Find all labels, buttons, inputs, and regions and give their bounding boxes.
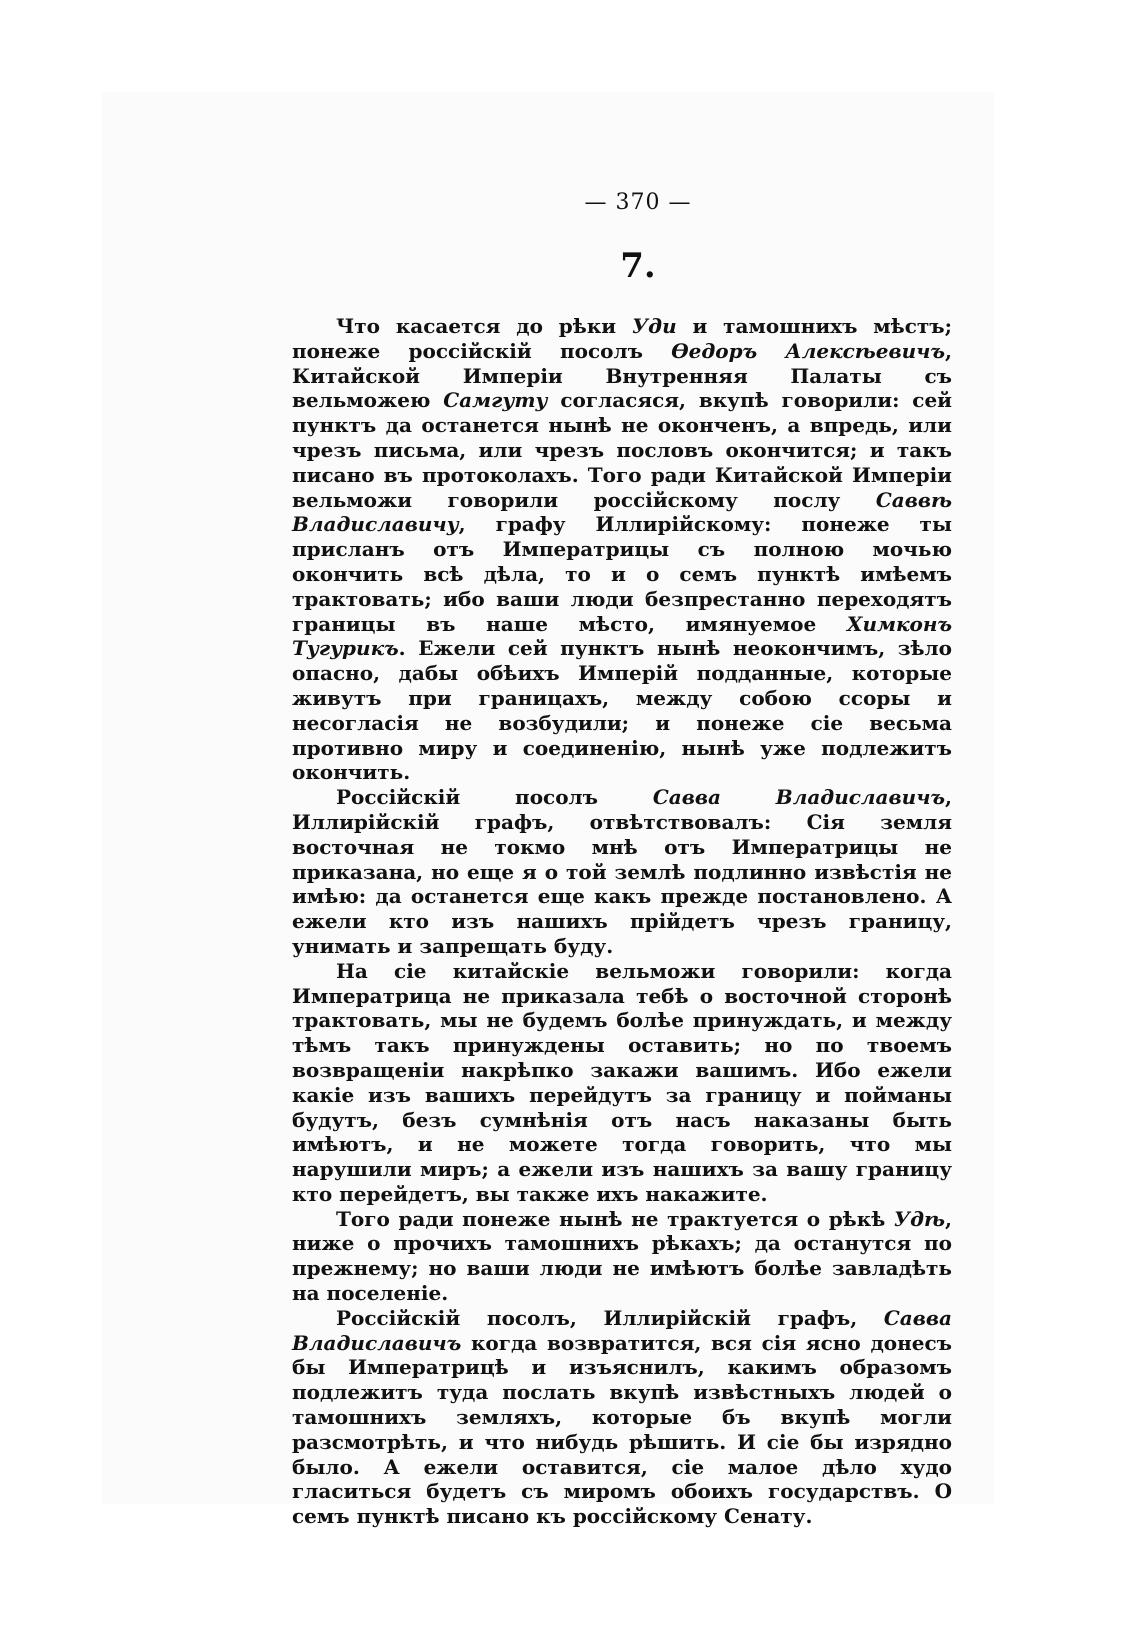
section-number: 7. xyxy=(620,246,656,286)
text-run: , Иллирійскій графъ, отвѣтствовалъ: Сія земля восточная не токмо мнѣ отъ Императрицы не приказана, но еще я о той землѣ подлинно извѣстія не имѣю: да останется еще какъ прежде постановлено. А ежели кто изъ нашихъ прійдетъ чрезъ границу, унимать и запрещать буду. xyxy=(292,785,952,958)
italic-name: Удѣ xyxy=(893,1206,946,1231)
text-run: когда возвратится, вся сія ясно донесъ бы Императрицѣ и изъяснилъ, какимъ образомъ подлежитъ туда послать вкупѣ извѣстныхъ людей о тамошнихъ земляхъ, которые бъ вкупѣ могли разсмотрѣть, и что нибудь рѣшить. И сіе бы изрядно было. А ежели оставится, сіе малое дѣло худо гласиться будетъ съ миромъ обоихъ государствъ. О семъ пунктѣ писано къ россійскому Сенату. xyxy=(292,1330,952,1529)
italic-name: Уди xyxy=(631,314,677,338)
text-run: . Ежели сей пунктъ нынѣ неокончимъ, зѣло опасно, дабы обѣихъ Имперій подданные, которые живутъ при границахъ, между собою ссоры и несогласія не возбудили; и понеже сіе весьма противно миру и соединенію, нынѣ уже подлежитъ окончить. xyxy=(292,636,952,785)
text-run: , Китайской Имперіи Внутренняя Палаты съ вельможею xyxy=(292,338,952,413)
text-run: Россійскій посолъ, Иллирійскій графъ, xyxy=(336,1305,884,1330)
paragraph-5 xyxy=(292,1306,952,1529)
paragraph-1 xyxy=(292,314,952,785)
paragraph-4 xyxy=(292,1207,952,1306)
paragraph-2 xyxy=(292,785,952,959)
italic-name: Саввѣ Владиславичу xyxy=(292,487,952,537)
italic-name: Химконъ Тугурикъ xyxy=(292,611,952,661)
text-run: Того ради понеже нынѣ не трактуется о рѣкѣ xyxy=(336,1206,894,1231)
italic-name: Савва Владиславичъ xyxy=(652,785,946,810)
text-body xyxy=(292,314,952,1529)
italic-name: Самгуту xyxy=(443,388,548,413)
text-run: , графу Иллирійскому: понеже ты присланъ отъ Императрицы съ полною мочью окончить всѣ дѣла, то и о семъ пунктѣ имѣемъ трактовать; ибо ваши люди безпрестанно переходятъ границы въ наше мѣсто, имянуемое xyxy=(292,512,952,636)
text-run: и тамошнихъ мѣстъ; понеже россійскій посолъ xyxy=(292,314,953,363)
text-run: Что касается до рѣки xyxy=(336,314,632,338)
page-number: — 370 — xyxy=(584,190,692,215)
italic-name: Савва Владиславичъ xyxy=(292,1305,952,1355)
paragraph-3 xyxy=(292,959,952,1207)
text-run: согласяся, вкупѣ говорили: сей пунктъ да останется нынѣ не оконченъ, а впредь, или чрезъ письма, или чрезъ пословъ окончится; и такъ писано въ протоколахъ. Того ради Китайской Имперіи вельможи говорили россійскому послу xyxy=(292,388,953,512)
text-run: На сіе китайскіе вельможи говорили: когда Императрица не приказала тебѣ о восточной сторонѣ трактовать, мы не будемъ болѣе принуждать, и между тѣмъ такъ принуждены оставить; но по твоемъ возвращеніи накрѣпко закажи вашимъ. Ибо ежели какіе изъ вашихъ перейдутъ за границу и пойманы будутъ, безъ сумнѣнія отъ насъ наказаны быть имѣютъ, и не можете тогда говорить, что мы нарушили миръ; а ежели изъ нашихъ за вашу границу кто перейдетъ, вы также ихъ накажите. xyxy=(292,958,952,1206)
italic-name: Ѳедоръ Алексѣевичъ xyxy=(671,338,946,363)
text-run: , ниже о прочихъ тамошнихъ рѣкахъ; да останутся по прежнему; но ваши люди не имѣютъ болѣе завладѣть на поселеніе. xyxy=(292,1206,952,1306)
text-run: Россійскій посолъ xyxy=(336,785,653,810)
